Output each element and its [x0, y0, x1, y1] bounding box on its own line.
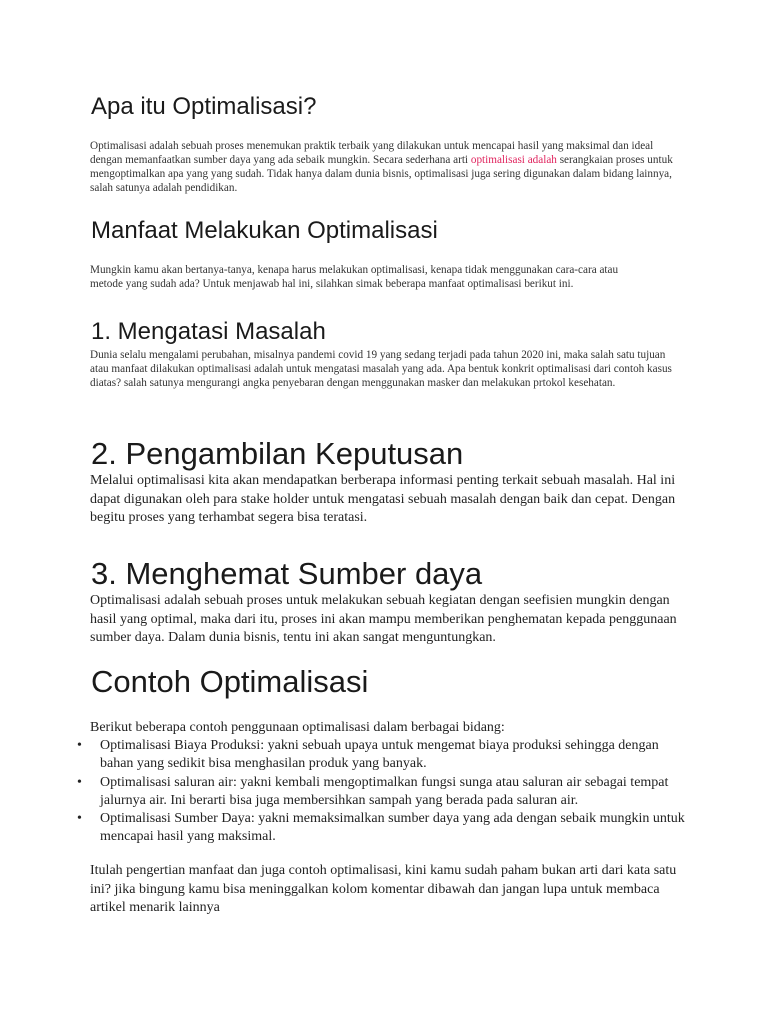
list-item: [77, 810, 690, 847]
bullet-icon: •: [77, 774, 82, 790]
paragraph-mengatasi-masalah: Dunia selalu mengalami perubahan, misalnya pandemi covid 19 yang sedang terjadi pada tahun 2020 ini, maka salah satu tujuan atau manfaat dilakukan optimalisasi adalah untuk mengatasi masalah yang ada. Apa bentuk konkrit optimalisasi dari contoh kasus diatas? salah satunya mengurangi angka penyebaran dengan menggunakan masker dan melakukan prtokol kesehatan.: [90, 349, 672, 389]
paragraph-menghemat-sumber-daya: Optimalisasi adalah sebuah proses untuk melakukan sebuah kegiatan dengan seefisien mungkin dengan hasil yang optimal, maka dari itu, proses ini akan mampu memberikan penghematan kepada penggunaan sumber daya. Dalam dunia bisnis, tentu ini akan sangat menguntungkan.: [90, 593, 677, 645]
list-item-text: Optimalisasi Biaya Produksi: yakni sebuah upaya untuk mengemat biaya produksi sehingga dengan bahan yang sedikit bisa menghasilan produk yang banyak.: [100, 738, 659, 772]
paragraph-definition: [90, 139, 675, 195]
paragraph-definition-text-2: serangkaian proses untuk mengoptimalkan apa yang yang sudah. Tidak hanya dalam dunia bisnis, optimalisasi juga sering digunakan dalam bidang lainnya, salah satunya adalah pendidikan.: [90, 154, 673, 194]
link-optimalisasi-adalah[interactable]: optimalisasi adalah: [470, 154, 557, 166]
heading-contoh-optimalisasi: Contoh Optimalisasi: [91, 664, 369, 699]
list-item-text: Optimalisasi saluran air: yakni kembali mengoptimalkan fungsi sunga atau saluran air sebagai tempat jalurnya air. Ini berarti bisa juga membersihkan sampah yang berada pada saluran air.: [100, 774, 669, 808]
paragraph-pengambilan-keputusan: Melalui optimalisasi kita akan mendapatkan berberapa informasi penting terkait sebuah masalah. Hal ini dapat digunakan oleh para stake holder untuk mengatasi sebuah masalah dengan baik dan cepat. Dengan begitu proses yang terhambat segera bisa teratasi.: [90, 473, 676, 525]
list-item-text: Optimalisasi Sumber Daya: yakni memaksimalkan sumber daya yang ada dengan sebaik mungkin untuk mencapai hasil yang maksimal.: [100, 811, 685, 845]
list-item: [77, 737, 690, 774]
contoh-list: [77, 737, 690, 847]
list-item: [77, 774, 690, 811]
paragraph-contoh-intro: Berikut beberapa contoh penggunaan optimalisasi dalam berbagai bidang:: [90, 720, 505, 735]
paragraph-manfaat: Mungkin kamu akan bertanya-tanya, kenapa harus melakukan optimalisasi, kenapa tidak menggunakan cara-cara atau metode yang sudah ada? Untuk menjawab hal ini, silahkan simak beberapa manfaat optimalisasi berikut ini.: [90, 264, 619, 290]
paragraph-closing: Itulah pengertian manfaat dan juga contoh optimalisasi, kini kamu sudah paham bukan arti dari kata satu ini? jika bingung kamu bisa meninggalkan kolom komentar dibawah dan jangan lupa untuk membaca artikel menarik lainnya: [90, 863, 677, 915]
bullet-icon: •: [77, 811, 82, 827]
heading-manfaat: Manfaat Melakukan Optimalisasi: [91, 217, 438, 244]
bullet-icon: •: [77, 738, 82, 753]
heading-apa-itu-optimalisasi: Apa itu Optimalisasi?: [91, 93, 317, 120]
heading-pengambilan-keputusan: 2. Pengambilan Keputusan: [91, 436, 464, 471]
heading-menghemat-sumber-daya: 3. Menghemat Sumber daya: [91, 556, 483, 591]
paragraph-definition-text-1: Optimalisasi adalah sebuah proses menemukan praktik terbaik yang dilakukan untuk mencapai hasil yang maksimal dan ideal dengan memanfaatkan sumber daya yang ada sebaik mungkin. Secara sederhana arti: [90, 140, 654, 166]
heading-mengatasi-masalah: 1. Mengatasi Masalah: [91, 318, 326, 345]
